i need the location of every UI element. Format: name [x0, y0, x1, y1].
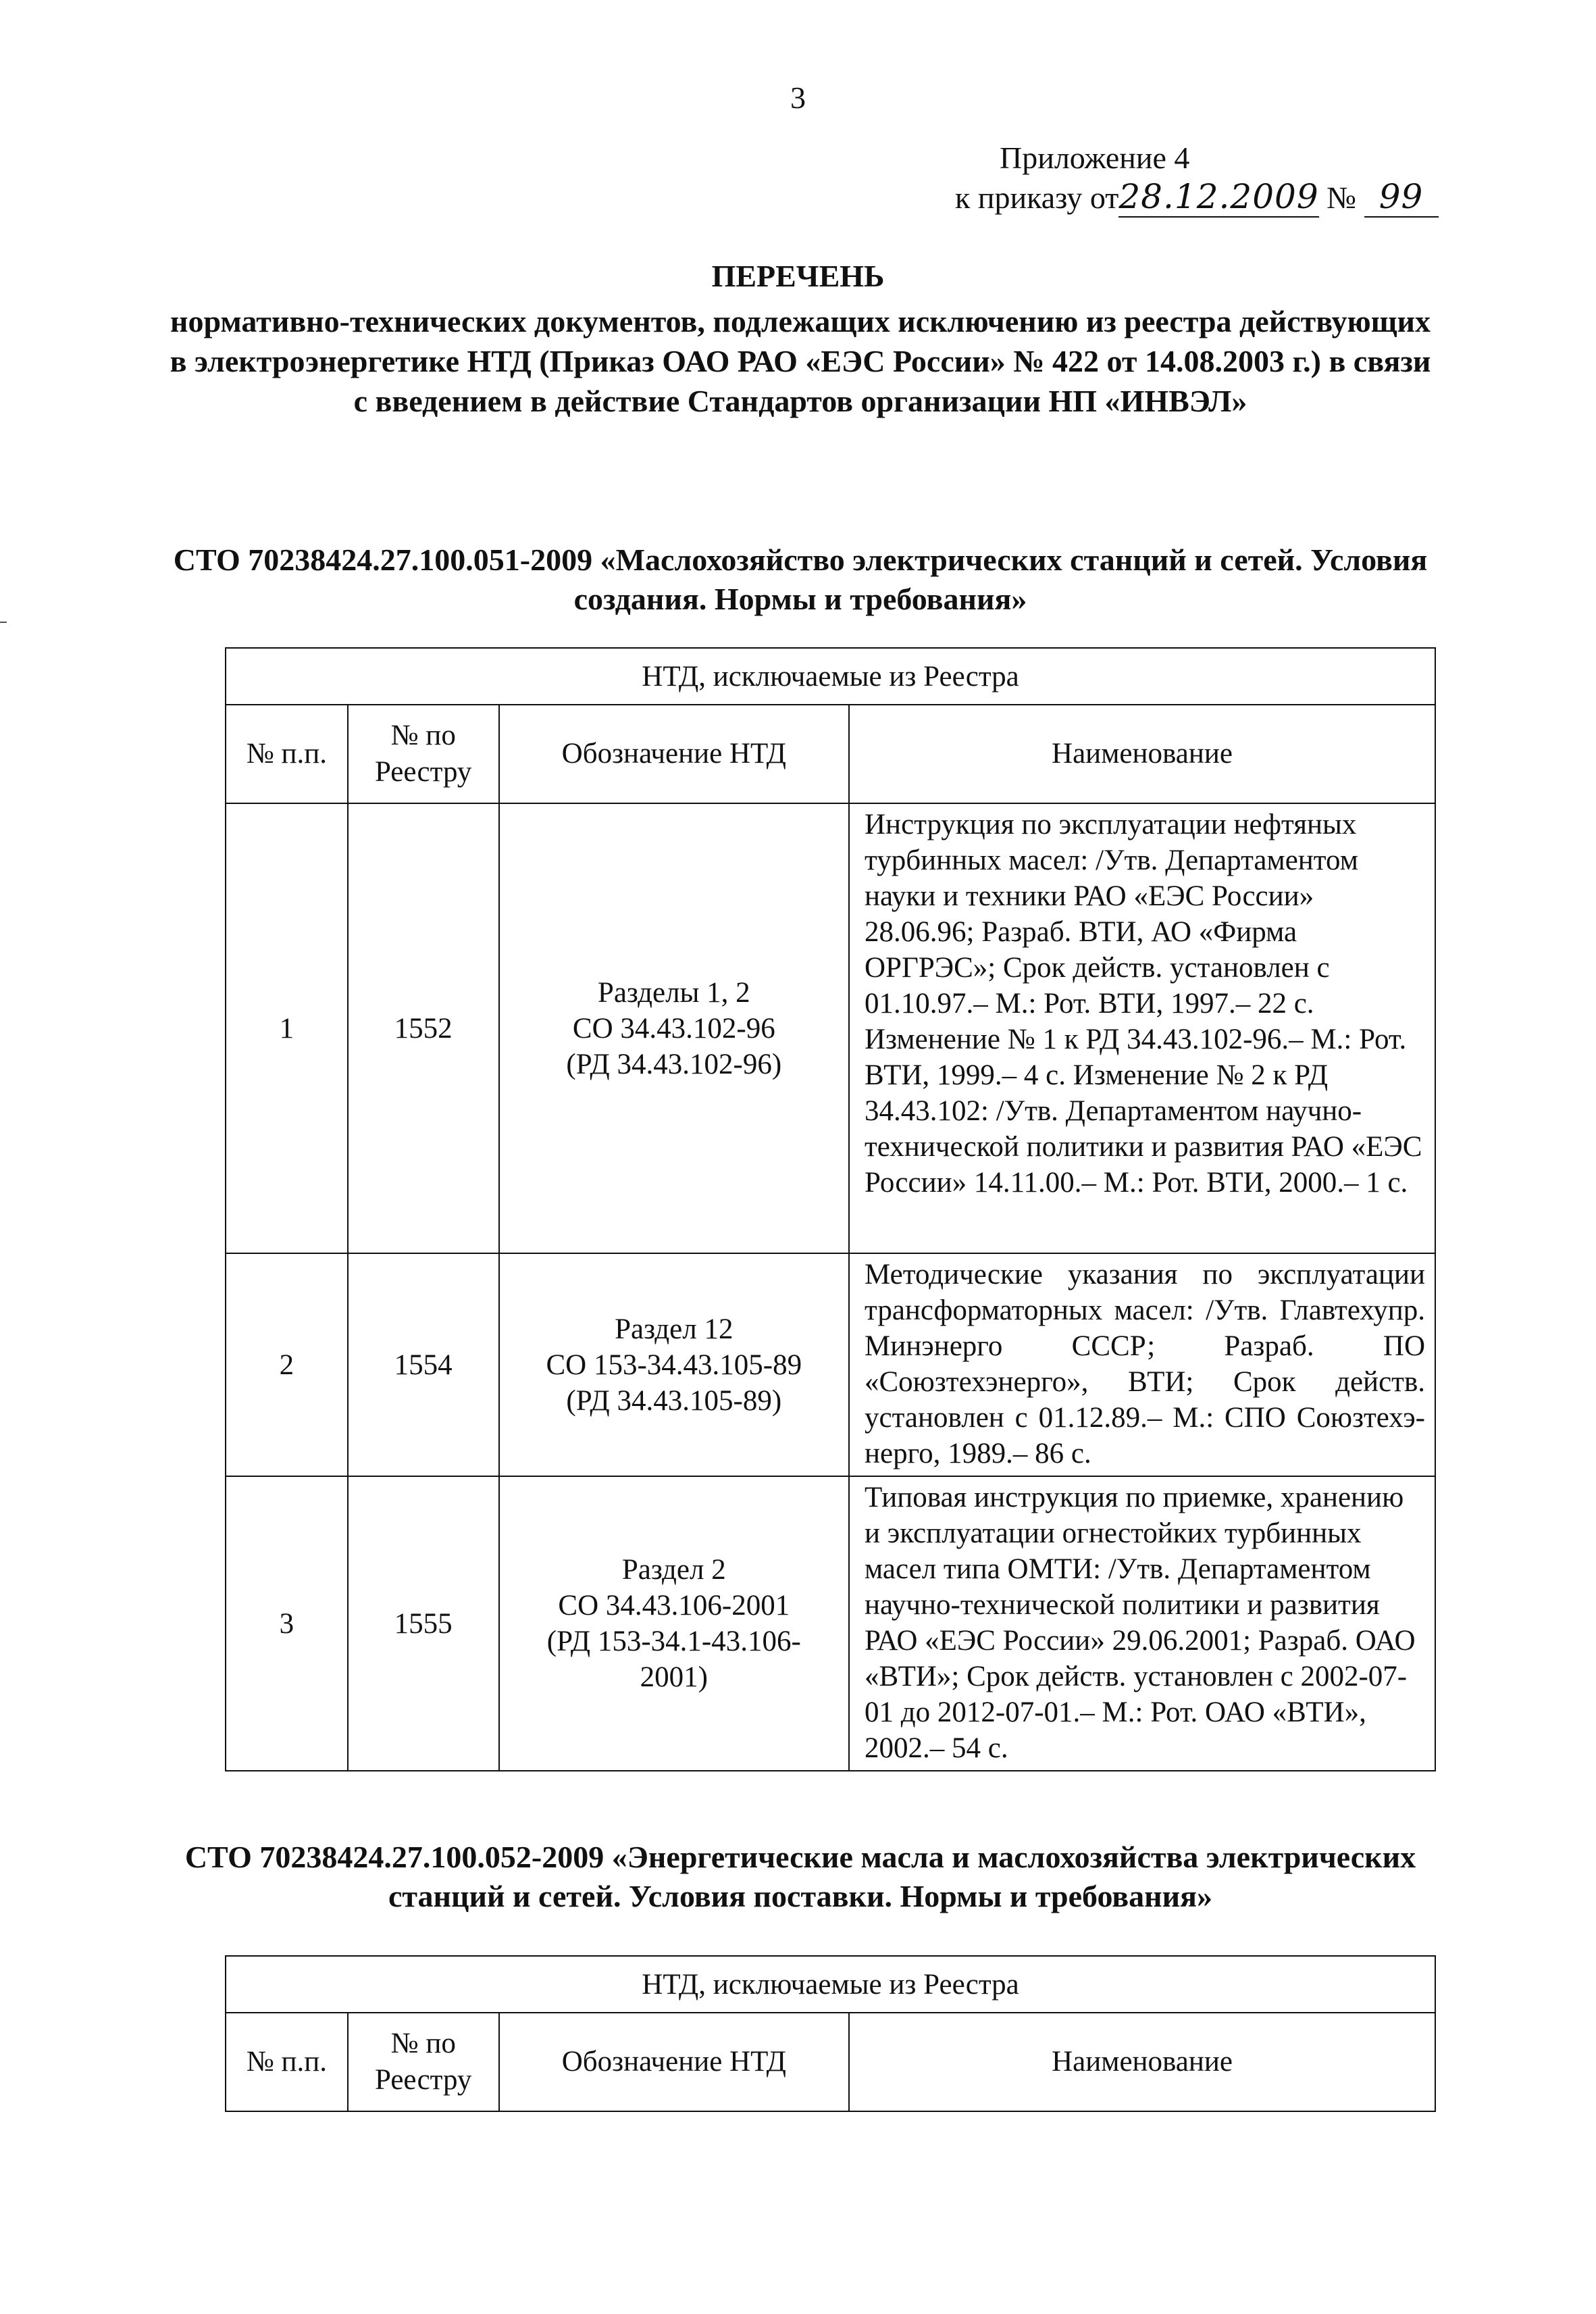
ntd-table-051: [225, 647, 1436, 1771]
table-row: [226, 1253, 1435, 1476]
designation-line: 2001): [640, 1661, 708, 1693]
row-name: Инструкция по эксплуатации нефтяных турбинных масел: /Утв. Департаментом науки и техники РАО «ЕЭС России» 28.06.96; Разраб. ВТИ, АО «Фирма ОРГРЭС»; Срок действ. установлен с 01.10.97.– М.: Рот. ВТИ, 1997.– 22 с. Изменение № 1 к РД 34.43.102-96.– М.: Рот. ВТИ, 1999.– 4 с. Изменение № 2 к РД 34.43.102: /Утв. Департаментом научно-технической политики и развития РАО «ЕЭС России» 14.11.00.– М.: Рот. ВТИ, 2000.– 1 с.: [849, 803, 1435, 1253]
designation-line: (РД 34.43.105-89): [566, 1384, 782, 1417]
designation-line: Раздел 2: [621, 1554, 726, 1586]
row-designation: [499, 1476, 849, 1771]
table-caption: НТД, исключаемые из Реестра: [226, 1956, 1435, 2013]
designation-line: СО 34.43.106-2001: [558, 1590, 790, 1621]
document-subtitle: нормативно-технических документов, подлежащих исключению из реестра действующих в электроэнергетике НТД (Приказ ОАО РАО «ЕЭС России» № 422 от 14.08.2003 г.) в связи с введением в действие Стандартов организации НП «ИНВЭЛ»: [170, 304, 1431, 418]
row-pp: 1: [226, 803, 348, 1253]
handwritten-order-number: 99: [1364, 177, 1439, 218]
header-name: Наименование: [849, 2013, 1435, 2111]
table-row: [226, 803, 1435, 1253]
document-title: ПЕРЕЧЕНЬ: [711, 259, 885, 293]
row-pp: 2: [226, 1253, 348, 1476]
designation-line: Раздел 12: [615, 1313, 733, 1345]
row-pp: 3: [226, 1476, 348, 1771]
row-registry: 1552: [348, 803, 499, 1253]
designation-line: СО 153-34.43.105-89: [546, 1349, 802, 1381]
number-sign: №: [1327, 180, 1357, 215]
header-designation: Обозначение НТД: [499, 2013, 849, 2111]
appendix-label: Приложение 4: [1000, 141, 1190, 175]
ntd-table-052: [225, 1955, 1436, 2112]
table-row: [226, 1476, 1435, 1771]
header-registry: № по Реестру: [348, 2013, 499, 2111]
table-caption-row: [226, 648, 1435, 705]
table-header-row: [226, 705, 1435, 803]
header-registry: № по Реестру: [348, 705, 499, 803]
handwritten-order-date: 28.12.2009: [1118, 177, 1319, 216]
margin-mark: [0, 622, 7, 623]
standard-heading-051: СТО 70238424.27.100.051-2009 «Маслохозяйство электрических станций и сетей. Условия создания. Нормы и требования»: [173, 543, 1428, 616]
order-reference: [955, 177, 1439, 218]
standard-heading-052: СТО 70238424.27.100.052-2009 «Энергетические масла и маслохозяйства электрических станций и сетей. Условия поставки. Нормы и требования»: [184, 1840, 1416, 1913]
designation-line: (РД 34.43.102-96): [566, 1048, 782, 1080]
row-registry: 1554: [348, 1253, 499, 1476]
designation-line: (РД 153-34.1-43.106-: [546, 1626, 801, 1657]
table-caption: НТД, исключаемые из Реестра: [226, 648, 1435, 705]
table-caption-row: [226, 1956, 1435, 2013]
row-designation: [499, 1253, 849, 1476]
page-number: 3: [790, 80, 806, 115]
header-name: Наименование: [849, 705, 1435, 803]
row-registry: 1555: [348, 1476, 499, 1771]
row-name: Методические указания по эксплуатации трансформаторных масел: /Утв. Главтехупр. Минэнерго СССР; Разраб. ПО «Союзтехэнерго», ВТИ; Срок действ. установлен с 01.12.89.– М.: СПО Союзтехэ-нерго, 1989.– 86 с.: [849, 1253, 1435, 1476]
row-designation: [499, 803, 849, 1253]
designation-line: Разделы 1, 2: [597, 976, 750, 1009]
table-header-row: [226, 2013, 1435, 2111]
order-prefix: к приказу от: [955, 180, 1119, 215]
header-pp: № п.п.: [226, 2013, 348, 2111]
designation-line: СО 34.43.102-96: [572, 1012, 775, 1045]
header-pp: № п.п.: [226, 705, 348, 803]
row-name: Типовая инструкция по приемке, хранению и эксплуатации огнестойких турбинных масел типа ОМТИ: /Утв. Департаментом научно-технической политики и развития РАО «ЕЭС России» 29.06.2001; Разраб. ОАО «ВТИ»; Срок действ. установлен с 2002-07-01 до 2012-07-01.– М.: Рот. ОАО «ВТИ», 2002.– 54 с.: [849, 1476, 1435, 1771]
header-designation: Обозначение НТД: [499, 705, 849, 803]
